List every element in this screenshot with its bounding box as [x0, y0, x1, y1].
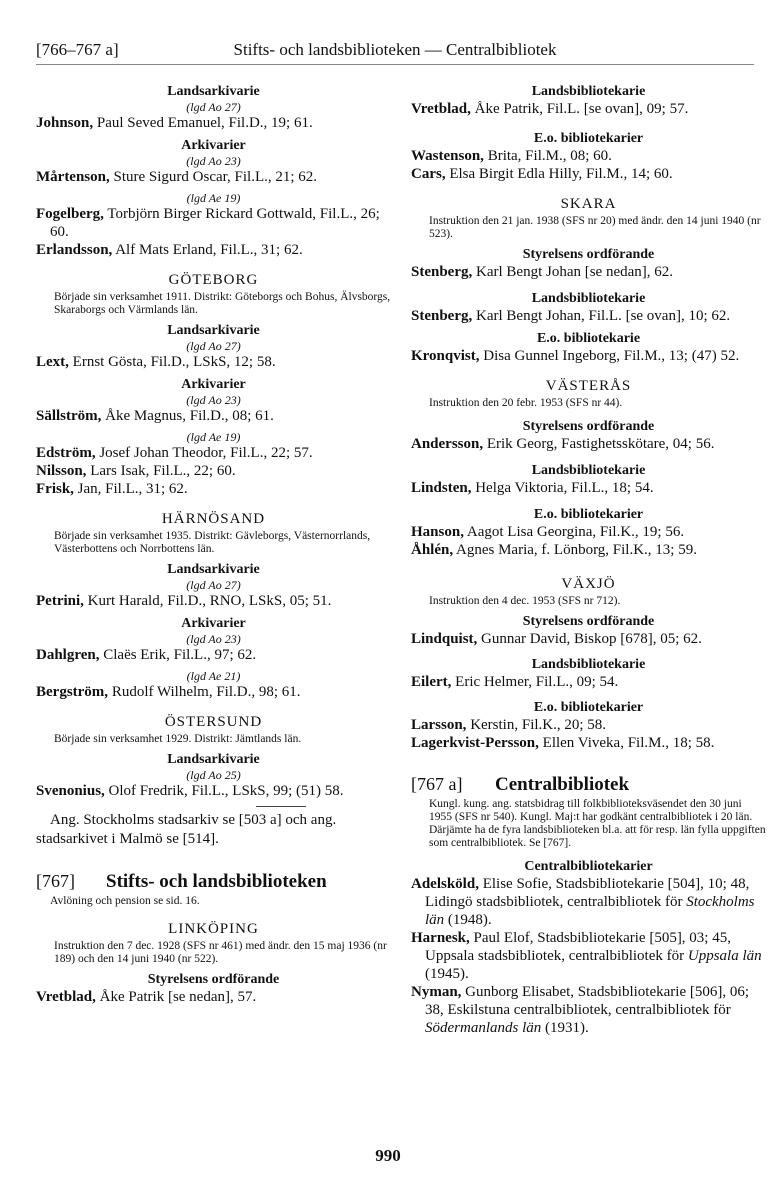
person-name: Erlandsson,	[36, 242, 113, 258]
city-heading: SKARA	[560, 196, 617, 212]
role-heading: Arkivarier	[181, 138, 246, 153]
role-heading: Landsbibliotekarie	[531, 657, 646, 672]
page-header	[36, 36, 754, 65]
appointment-code: (lgd Ae 21)	[186, 669, 241, 683]
appointment-code: (lgd Ao 23)	[186, 154, 241, 168]
cross-reference-paragraph: Ang. Stockholms stadsarkiv se [503 a] och ang. stadsarkivet i Malmö se [514].	[36, 812, 337, 847]
role-heading: Landsarkivarie	[167, 84, 260, 99]
person-entry: Harnesk, Paul Elof, Stadsbibliotekarie [505], 03; 45, Uppsala stadsbibliotek, centralbibliotek för Uppsala län (1945).	[411, 930, 762, 982]
role-heading: Landsarkivarie	[167, 323, 260, 338]
section-title: Stifts- och landsbiblioteken	[106, 871, 327, 892]
left-column	[36, 78, 391, 1006]
role-heading: Arkivarier	[181, 377, 246, 392]
city-heading: VÄSTERÅS	[545, 378, 632, 394]
person-entry: Dahlgren, Claës Erik, Fil.L., 97; 62.	[36, 647, 257, 663]
section-title: Centralbibliotek	[495, 774, 630, 795]
person-name: Stenberg,	[411, 264, 473, 280]
person-name: Åhlén,	[411, 542, 454, 558]
section-note: Instruktion den 7 dec. 1928 (SFS nr 461) med ändr. den 15 maj 1936 (nr 189) och den 14 juni 1940 (nr 522).	[54, 940, 387, 965]
person-entry: Nyman, Gunborg Elisabet, Stadsbibliotekarie [506], 06; 38, Eskilstuna centralbibliotek, centralbibliotek för Södermanlands län (1931).	[411, 984, 750, 1036]
appointment-code: (lgd Ao 25)	[186, 768, 241, 782]
person-name: Lext,	[36, 354, 69, 370]
person-name: Stenberg,	[411, 308, 473, 324]
role-heading: Landsarkivarie	[167, 562, 260, 577]
person-entry: Frisk, Jan, Fil.L., 31; 62.	[36, 481, 188, 497]
section-note: Instruktion den 4 dec. 1953 (SFS nr 712).	[429, 595, 621, 607]
person-entry: Edström, Josef Johan Theodor, Fil.L., 22; 57.	[36, 445, 313, 461]
person-name: Nyman,	[411, 984, 462, 1000]
role-heading: E.o. bibliotekarie	[536, 331, 641, 346]
person-name: Frisk,	[36, 481, 74, 497]
city-heading: HÄRNÖSAND	[161, 511, 266, 527]
section-harnosand	[36, 510, 391, 701]
section-skara	[411, 195, 766, 365]
person-entry: Svenonius, Olof Fredrik, Fil.L., LSkS, 99; (51) 58.	[36, 783, 344, 799]
person-name: Lindquist,	[411, 631, 478, 647]
person-entry: Vretblad, Åke Patrik, Fil.L. [se ovan], 09; 57.	[411, 101, 689, 117]
role-heading: E.o. bibliotekarier	[533, 131, 644, 146]
person-name: Harnesk,	[411, 930, 470, 946]
person-entry: Andersson, Erik Georg, Fastighetsskötare, 04; 56.	[411, 436, 715, 452]
person-entry: Nilsson, Lars Isak, Fil.L., 22; 60.	[36, 463, 236, 479]
person-name: Hanson,	[411, 524, 464, 540]
person-name: Cars,	[411, 166, 446, 182]
person-name: Andersson,	[411, 436, 484, 452]
section-heading-767	[36, 871, 391, 893]
city-heading: LINKÖPING	[168, 921, 259, 937]
person-entry: Larsson, Kerstin, Fil.K., 20; 58.	[411, 717, 607, 733]
section-note: Instruktion den 21 jan. 1938 (SFS nr 20) med ändr. den 14 juni 1940 (nr 523).	[429, 215, 761, 240]
role-heading: Arkivarier	[181, 616, 246, 631]
person-entry: Mårtenson, Sture Sigurd Oscar, Fil.L., 21; 62.	[36, 169, 318, 185]
person-name: Fogelberg,	[36, 206, 104, 222]
person-name: Mårtenson,	[36, 169, 110, 185]
person-name: Vretblad,	[411, 101, 471, 117]
person-entry: Vretblad, Åke Patrik [se nedan], 57.	[36, 989, 257, 1005]
role-heading: E.o. bibliotekarier	[533, 507, 644, 522]
person-name: Lagerkvist-Persson,	[411, 735, 539, 751]
appointment-code: (lgd Ao 23)	[186, 393, 241, 407]
appointment-code: (lgd Ao 27)	[186, 100, 241, 114]
person-name: Johnson,	[36, 115, 94, 131]
person-name: Kronqvist,	[411, 348, 480, 364]
appointment-code: (lgd Ao 27)	[186, 339, 241, 353]
person-entry: Kronqvist, Disa Gunnel Ingeborg, Fil.M., 13; (47) 52.	[411, 348, 740, 364]
section-note: Började sin verksamhet 1935. Distrikt: Gävleborgs, Västernorrlands, Västerbottens och Norrbottens län.	[54, 530, 371, 555]
role-heading: Landsbibliotekarie	[531, 84, 646, 99]
person-entry: Wastenson, Brita, Fil.M., 08; 60.	[411, 148, 612, 164]
block-arkivarier-1	[36, 137, 391, 259]
block-linkoping-cont	[411, 83, 766, 183]
person-entry: Adelsköld, Elise Sofie, Stadsbibliotekarie [504], 10; 48, Lidingö stadsbibliotek, centralbibliotek för Stockholms län (1948).	[411, 876, 755, 928]
section-note: Började sin verksamhet 1929. Distrikt: Jämtlands län.	[54, 733, 302, 745]
person-entry: Sällström, Åke Magnus, Fil.D., 08; 61.	[36, 408, 274, 424]
section-note: Instruktion den 20 febr. 1953 (SFS nr 44).	[429, 397, 623, 409]
role-heading: Styrelsens ordförande	[522, 419, 655, 434]
divider	[256, 806, 306, 807]
appointment-code: (lgd Ao 23)	[186, 632, 241, 646]
appointment-code: (lgd Ae 19)	[186, 430, 241, 444]
person-name: Larsson,	[411, 717, 467, 733]
section-ref: [767]	[36, 871, 75, 891]
city-heading: VÄXJÖ	[561, 576, 616, 592]
page-number: 990	[375, 1146, 401, 1165]
role-heading: Landsbibliotekarie	[531, 463, 646, 478]
person-name: Wastenson,	[411, 148, 484, 164]
role-heading: Landsarkivarie	[167, 752, 260, 767]
person-name: Eilert,	[411, 674, 452, 690]
city-heading: ÖSTERSUND	[164, 714, 263, 730]
person-name: Petrini,	[36, 593, 84, 609]
person-entry: Stenberg, Karl Bengt Johan, Fil.L. [se ovan], 10; 62.	[411, 308, 731, 324]
appointment-code: (lgd Ao 27)	[186, 578, 241, 592]
person-entry: Stenberg, Karl Bengt Johan [se nedan], 62.	[411, 264, 674, 280]
person-entry: Cars, Elsa Birgit Edla Hilly, Fil.M., 14; 60.	[411, 166, 673, 182]
person-name: Svenonius,	[36, 783, 105, 799]
person-entry: Lindquist, Gunnar David, Biskop [678], 05; 62.	[411, 631, 702, 647]
section-vasteras	[411, 377, 766, 559]
person-entry: Lext, Ernst Gösta, Fil.D., LSkS, 12; 58.	[36, 354, 276, 370]
person-name: Bergström,	[36, 684, 109, 700]
role-heading: Styrelsens ordförande	[522, 614, 655, 629]
person-entry: Johnson, Paul Seved Emanuel, Fil.D., 19; 61.	[36, 115, 313, 131]
role-heading: Styrelsens ordförande	[147, 972, 280, 987]
block-landsarkivarie-1	[36, 83, 391, 132]
section-ostersund	[36, 713, 391, 800]
person-entry: Lindsten, Helga Viktoria, Fil.L., 18; 54.	[411, 480, 654, 496]
person-entry: Lagerkvist-Persson, Ellen Viveka, Fil.M., 18; 58.	[411, 735, 715, 751]
person-name: Adelsköld,	[411, 876, 479, 892]
right-column	[411, 78, 766, 1037]
person-name: Lindsten,	[411, 480, 472, 496]
section-vaxjo	[411, 575, 766, 752]
header-title: Stifts- och landsbiblioteken — Centralbibliotek	[233, 40, 557, 59]
person-entry: Bergström, Rudolf Wilhelm, Fil.D., 98; 61.	[36, 684, 301, 700]
role-heading: Centralbibliotekarier	[524, 859, 653, 874]
section-goteborg	[36, 271, 391, 498]
section-ref: [767 a]	[411, 774, 463, 794]
section-note: Avlöning och pension se sid. 16.	[50, 895, 200, 907]
person-entry: Hanson, Aagot Lisa Georgina, Fil.K., 19; 56.	[411, 524, 685, 540]
person-name: Edström,	[36, 445, 96, 461]
role-heading: Styrelsens ordförande	[522, 247, 655, 262]
section-note: Började sin verksamhet 1911. Distrikt: Göteborgs och Bohus, Älvsborgs, Skaraborgs och Värmlands län.	[54, 291, 391, 316]
person-name: Sällström,	[36, 408, 102, 424]
city-heading: GÖTEBORG	[168, 272, 259, 288]
person-entry: Åhlén, Agnes Maria, f. Lönborg, Fil.K., 13; 59.	[411, 542, 697, 558]
appointment-code: (lgd Ae 19)	[186, 191, 241, 205]
section-note: Kungl. kung. ang. statsbidrag till folkbiblioteksväsendet den 30 juni 1955 (SFS nr 540). Kungl. Maj:t har godkänt centralbibliotek i 20 län. Därjämte ha de fyra landsbiblioteken bl.a. att för resp. län fylla uppgiften som centralbibliotek. Se [767].	[429, 798, 766, 849]
person-entry: Fogelberg, Torbjörn Birger Rickard Gottwald, Fil.L., 26; 60.	[36, 206, 380, 240]
person-name: Dahlgren,	[36, 647, 100, 663]
role-heading: E.o. bibliotekarier	[533, 700, 644, 715]
section-heading-767a	[411, 774, 766, 796]
person-entry: Petrini, Kurt Harald, Fil.D., RNO, LSkS, 05; 51.	[36, 593, 332, 609]
person-entry: Erlandsson, Alf Mats Erland, Fil.L., 31; 62.	[36, 242, 303, 258]
person-name: Vretblad,	[36, 989, 96, 1005]
person-name: Nilsson,	[36, 463, 87, 479]
person-entry: Eilert, Eric Helmer, Fil.L., 09; 54.	[411, 674, 619, 690]
section-linkoping	[36, 920, 391, 1006]
role-heading: Landsbibliotekarie	[531, 291, 646, 306]
header-ref: [766–767 a]	[36, 40, 119, 59]
